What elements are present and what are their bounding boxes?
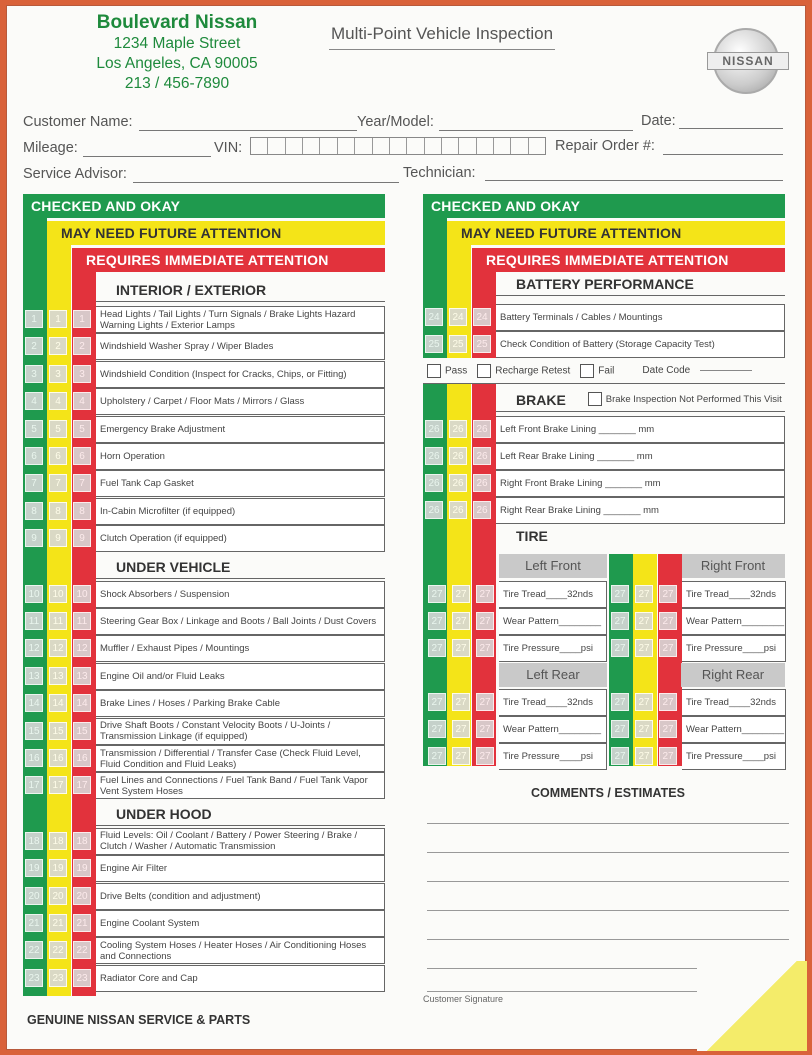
rating-boxes[interactable] xyxy=(25,776,91,794)
rating-checkbox[interactable]: 21 xyxy=(49,914,67,932)
inspection-item: Left Rear Brake Lining _______ mm xyxy=(496,443,785,470)
brake-header xyxy=(496,388,785,412)
rating-boxes[interactable] xyxy=(425,308,491,326)
fail-checkbox[interactable] xyxy=(580,364,594,378)
rating-checkbox[interactable]: 23 xyxy=(25,969,43,987)
tire-measurement: Tire Pressure____psi xyxy=(499,635,607,662)
rating-boxes[interactable] xyxy=(25,887,91,905)
rating-checkbox[interactable]: 27 xyxy=(428,720,446,738)
tire-position-header: Right Front xyxy=(681,554,785,578)
signature-label: Customer Signature xyxy=(423,994,504,1004)
rating-checkbox[interactable]: 26 xyxy=(425,501,443,519)
rating-checkbox[interactable]: 13 xyxy=(25,667,43,685)
tire-measurement: Tire Tread____32nds xyxy=(682,581,786,608)
rating-boxes[interactable] xyxy=(25,859,91,877)
rating-checkbox[interactable]: 10 xyxy=(49,585,67,603)
rating-boxes[interactable] xyxy=(25,310,91,328)
tire-position-header: Left Rear xyxy=(499,663,607,687)
rating-checkbox[interactable]: 13 xyxy=(49,667,67,685)
vin-label: VIN: xyxy=(214,140,243,156)
rating-boxes[interactable] xyxy=(425,447,491,465)
date-field[interactable] xyxy=(679,128,783,129)
rating-checkbox[interactable]: 19 xyxy=(73,859,91,877)
rating-checkbox[interactable]: 10 xyxy=(73,585,91,603)
legend-green-right: CHECKED AND OKAY xyxy=(423,194,785,218)
rating-checkbox[interactable]: 1 xyxy=(73,310,91,328)
rating-checkbox[interactable]: 3 xyxy=(25,365,43,383)
green-strip-right xyxy=(423,218,447,766)
mileage-field[interactable] xyxy=(83,156,211,157)
rating-checkbox[interactable]: 8 xyxy=(25,502,43,520)
tire-measurement: Wear Pattern________ xyxy=(682,716,786,743)
rating-checkbox[interactable]: 27 xyxy=(452,693,470,711)
inspection-form xyxy=(6,5,806,1050)
rating-checkbox[interactable]: 27 xyxy=(452,747,470,765)
rating-boxes[interactable] xyxy=(25,667,91,685)
rating-checkbox[interactable]: 15 xyxy=(73,722,91,740)
rating-checkbox[interactable]: 6 xyxy=(73,447,91,465)
retest-label: Recharge Retest xyxy=(495,365,571,377)
rating-checkbox[interactable]: 26 xyxy=(449,420,467,438)
rating-checkbox[interactable]: 8 xyxy=(73,502,91,520)
rating-checkbox[interactable]: 5 xyxy=(73,420,91,438)
rating-boxes[interactable] xyxy=(611,747,677,765)
rating-boxes[interactable] xyxy=(25,585,91,603)
rating-checkbox[interactable]: 27 xyxy=(659,585,677,603)
page-corner xyxy=(697,961,807,1051)
rating-boxes[interactable] xyxy=(25,529,91,547)
inspection-item: Windshield Condition (Inspect for Cracks, Chips, or Fitting) xyxy=(96,361,385,388)
rating-boxes[interactable] xyxy=(25,941,91,959)
battery-title: BATTERY PERFORMANCE xyxy=(496,272,785,296)
inspection-item: Battery Terminals / Cables / Mountings xyxy=(496,304,785,331)
rating-boxes[interactable] xyxy=(25,447,91,465)
rating-checkbox[interactable]: 2 xyxy=(25,337,43,355)
rating-checkbox[interactable]: 20 xyxy=(73,887,91,905)
rating-checkbox[interactable]: 14 xyxy=(25,694,43,712)
rating-checkbox[interactable]: 24 xyxy=(425,308,443,326)
rating-checkbox[interactable]: 6 xyxy=(49,447,67,465)
rating-checkbox[interactable]: 18 xyxy=(49,832,67,850)
rating-checkbox[interactable]: 12 xyxy=(49,639,67,657)
rating-checkbox[interactable]: 22 xyxy=(25,941,43,959)
tire-measurement: Tire Pressure____psi xyxy=(682,635,786,662)
rating-boxes[interactable] xyxy=(425,501,491,519)
inspection-item: Fuel Lines and Connections / Fuel Tank Band / Fuel Tank Vapor Vent System Hoses xyxy=(96,772,385,799)
inspection-item: Head Lights / Tail Lights / Turn Signals / Brake Lights Hazard Warning Lights / Exterior Lamps xyxy=(96,306,385,333)
rating-checkbox[interactable]: 27 xyxy=(611,612,629,630)
service-advisor-label: Service Advisor: xyxy=(23,166,127,182)
rating-checkbox[interactable]: 27 xyxy=(635,693,653,711)
rating-boxes[interactable] xyxy=(425,420,491,438)
rating-checkbox[interactable]: 17 xyxy=(49,776,67,794)
rating-boxes[interactable] xyxy=(25,832,91,850)
rating-checkbox[interactable]: 27 xyxy=(452,639,470,657)
rating-checkbox[interactable]: 8 xyxy=(49,502,67,520)
rating-boxes[interactable] xyxy=(25,969,91,987)
pass-label: Pass xyxy=(445,365,468,377)
tire-measurement: Wear Pattern________ xyxy=(682,608,786,635)
rating-checkbox[interactable]: 15 xyxy=(49,722,67,740)
rating-checkbox[interactable]: 20 xyxy=(49,887,67,905)
rating-boxes[interactable] xyxy=(611,612,677,630)
rating-checkbox[interactable]: 4 xyxy=(73,392,91,410)
fail-label: Fail xyxy=(598,365,615,377)
inspection-item: Radiator Core and Cap xyxy=(96,965,385,992)
rating-checkbox[interactable]: 2 xyxy=(49,337,67,355)
inspection-item: Left Front Brake Lining _______ mm xyxy=(496,416,785,443)
comments-title: COMMENTS / ESTIMATES xyxy=(531,786,685,800)
rating-checkbox[interactable]: 27 xyxy=(428,693,446,711)
fail-option[interactable] xyxy=(580,364,614,378)
rating-checkbox[interactable]: 27 xyxy=(476,612,494,630)
form-title: Multi-Point Vehicle Inspection xyxy=(329,24,555,50)
rating-boxes[interactable] xyxy=(25,694,91,712)
rating-boxes[interactable] xyxy=(428,747,494,765)
tire-measurement: Tire Pressure____psi xyxy=(499,743,607,770)
rating-boxes[interactable] xyxy=(25,474,91,492)
rating-checkbox[interactable]: 5 xyxy=(49,420,67,438)
customer-name-field[interactable] xyxy=(139,130,357,131)
rating-checkbox[interactable]: 26 xyxy=(449,447,467,465)
comment-line[interactable] xyxy=(427,852,789,853)
rating-checkbox[interactable]: 21 xyxy=(73,914,91,932)
rating-checkbox[interactable]: 12 xyxy=(73,639,91,657)
rating-checkbox[interactable]: 15 xyxy=(25,722,43,740)
rating-checkbox[interactable]: 7 xyxy=(25,474,43,492)
rating-checkbox[interactable]: 26 xyxy=(425,420,443,438)
rating-checkbox[interactable]: 23 xyxy=(73,969,91,987)
rating-checkbox[interactable]: 27 xyxy=(635,612,653,630)
rating-checkbox[interactable]: 27 xyxy=(611,747,629,765)
rating-checkbox[interactable]: 9 xyxy=(49,529,67,547)
signature-line[interactable] xyxy=(427,991,697,992)
customer-name-label: Customer Name: xyxy=(23,114,133,130)
rating-checkbox[interactable]: 27 xyxy=(428,639,446,657)
rating-checkbox[interactable]: 27 xyxy=(452,612,470,630)
year-model-label: Year/Model: xyxy=(357,114,434,130)
inspection-item: Engine Coolant System xyxy=(96,910,385,937)
rating-boxes[interactable] xyxy=(25,749,91,767)
date-code-field[interactable] xyxy=(700,370,752,371)
dealer-street: 1234 Maple Street xyxy=(113,35,241,52)
rating-boxes[interactable] xyxy=(25,612,91,630)
rating-checkbox[interactable]: 16 xyxy=(49,749,67,767)
tire-position-header: Right Rear xyxy=(681,663,785,687)
rating-checkbox[interactable]: 23 xyxy=(49,969,67,987)
inspection-item: Transmission / Differential / Transfer Case (Check Fluid Level, Fluid Condition and Fluid Leaks) xyxy=(96,745,385,772)
inspection-item: Right Rear Brake Lining _______ mm xyxy=(496,497,785,524)
rating-checkbox[interactable]: 16 xyxy=(25,749,43,767)
rating-checkbox[interactable]: 25 xyxy=(425,335,443,353)
inspection-item: Steering Gear Box / Linkage and Boots / Ball Joints / Dust Covers xyxy=(96,608,385,635)
rating-checkbox[interactable]: 24 xyxy=(473,308,491,326)
rating-boxes[interactable] xyxy=(611,639,677,657)
rating-boxes[interactable] xyxy=(611,585,677,603)
rating-checkbox[interactable]: 9 xyxy=(25,529,43,547)
tire-measurement: Tire Pressure____psi xyxy=(682,743,786,770)
inspection-item: Brake Lines / Hoses / Parking Brake Cable xyxy=(96,690,385,717)
rating-checkbox[interactable]: 2 xyxy=(73,337,91,355)
rating-checkbox[interactable]: 3 xyxy=(73,365,91,383)
repair-order-field[interactable] xyxy=(663,154,783,155)
rating-checkbox[interactable]: 21 xyxy=(25,914,43,932)
nissan-logo xyxy=(713,28,779,94)
comment-line[interactable] xyxy=(427,881,789,882)
rating-checkbox[interactable]: 22 xyxy=(49,941,67,959)
legend-red-left: REQUIRES IMMEDIATE ATTENTION xyxy=(72,248,385,272)
rating-checkbox[interactable]: 27 xyxy=(428,612,446,630)
rating-checkbox[interactable]: 27 xyxy=(659,693,677,711)
year-model-field[interactable] xyxy=(439,130,633,131)
technician-label: Technician: xyxy=(403,165,476,181)
inspection-item: Muffler / Exhaust Pipes / Mountings xyxy=(96,635,385,662)
tire-measurement: Tire Tread____32nds xyxy=(682,689,786,716)
legend-green-left: CHECKED AND OKAY xyxy=(23,194,385,218)
date-label: Date: xyxy=(641,113,676,129)
rating-boxes[interactable] xyxy=(428,693,494,711)
rating-checkbox[interactable]: 18 xyxy=(73,832,91,850)
rating-checkbox[interactable]: 22 xyxy=(73,941,91,959)
rating-checkbox[interactable]: 26 xyxy=(425,447,443,465)
inspection-item: Engine Oil and/or Fluid Leaks xyxy=(96,663,385,690)
rating-checkbox[interactable]: 12 xyxy=(25,639,43,657)
rating-checkbox[interactable]: 25 xyxy=(449,335,467,353)
green-strip-left xyxy=(23,218,47,996)
rating-checkbox[interactable]: 11 xyxy=(73,612,91,630)
legend-red-right: REQUIRES IMMEDIATE ATTENTION xyxy=(472,248,785,272)
date-code-label: Date Code xyxy=(642,365,691,376)
rating-checkbox[interactable]: 20 xyxy=(25,887,43,905)
inspection-item: Upholstery / Carpet / Floor Mats / Mirrors / Glass xyxy=(96,388,385,415)
under-vehicle-title: UNDER VEHICLE xyxy=(96,555,385,579)
rating-checkbox[interactable]: 9 xyxy=(73,529,91,547)
rating-checkbox[interactable]: 14 xyxy=(73,694,91,712)
rating-checkbox[interactable]: 27 xyxy=(659,612,677,630)
rating-checkbox[interactable]: 27 xyxy=(428,585,446,603)
tire-measurement: Wear Pattern________ xyxy=(499,716,607,743)
rating-checkbox[interactable]: 27 xyxy=(611,639,629,657)
rating-checkbox[interactable]: 7 xyxy=(73,474,91,492)
rating-checkbox[interactable]: 4 xyxy=(49,392,67,410)
rating-checkbox[interactable]: 27 xyxy=(476,639,494,657)
rating-checkbox[interactable]: 27 xyxy=(635,639,653,657)
rating-checkbox[interactable]: 11 xyxy=(49,612,67,630)
rating-checkbox[interactable]: 27 xyxy=(635,585,653,603)
rating-checkbox[interactable]: 1 xyxy=(49,310,67,328)
inspection-item: Right Front Brake Lining _______ mm xyxy=(496,470,785,497)
rating-boxes[interactable] xyxy=(428,612,494,630)
tire-measurement: Tire Tread____32nds xyxy=(499,689,607,716)
rating-checkbox[interactable]: 3 xyxy=(49,365,67,383)
rating-checkbox[interactable]: 4 xyxy=(25,392,43,410)
technician-field[interactable] xyxy=(485,180,783,181)
rating-checkbox[interactable]: 27 xyxy=(659,639,677,657)
inspection-item: Cooling System Hoses / Heater Hoses / Air Conditioning Hoses and Connections xyxy=(96,937,385,964)
rating-checkbox[interactable]: 5 xyxy=(25,420,43,438)
inspection-item: Fluid Levels: Oil / Coolant / Battery / Power Steering / Brake / Clutch / Washer / Automatic Transmission xyxy=(96,828,385,855)
mileage-label: Mileage: xyxy=(23,140,78,156)
rating-checkbox[interactable]: 26 xyxy=(449,501,467,519)
rating-checkbox[interactable]: 26 xyxy=(449,474,467,492)
rating-boxes[interactable] xyxy=(611,693,677,711)
rating-checkbox[interactable]: 17 xyxy=(25,776,43,794)
repair-order-label: Repair Order #: xyxy=(555,138,655,154)
brake-note-label: Brake Inspection Not Performed This Visit xyxy=(605,393,782,405)
comment-line[interactable] xyxy=(427,910,789,911)
rating-checkbox[interactable]: 10 xyxy=(25,585,43,603)
rating-checkbox[interactable]: 27 xyxy=(452,720,470,738)
rating-checkbox[interactable]: 25 xyxy=(473,335,491,353)
tire-measurement: Wear Pattern________ xyxy=(499,608,607,635)
rating-checkbox[interactable]: 19 xyxy=(49,859,67,877)
rating-checkbox[interactable]: 14 xyxy=(49,694,67,712)
inspection-item: Drive Shaft Boots / Constant Velocity Boots / U-Joints / Transmission Linkage (if equipped) xyxy=(96,718,385,745)
inspection-item: Horn Operation xyxy=(96,443,385,470)
rating-boxes[interactable] xyxy=(25,392,91,410)
tire-title: TIRE xyxy=(496,524,785,548)
logo-text: NISSAN xyxy=(707,52,789,70)
inspection-item: Check Condition of Battery (Storage Capacity Test) xyxy=(496,331,785,358)
inspection-item: In-Cabin Microfilter (if equipped) xyxy=(96,498,385,525)
rating-checkbox[interactable]: 11 xyxy=(25,612,43,630)
rating-checkbox[interactable]: 16 xyxy=(73,749,91,767)
rating-boxes[interactable] xyxy=(25,639,91,657)
rating-checkbox[interactable]: 6 xyxy=(25,447,43,465)
rating-checkbox[interactable]: 13 xyxy=(73,667,91,685)
rating-checkbox[interactable]: 26 xyxy=(425,474,443,492)
legend-yellow-right: MAY NEED FUTURE ATTENTION xyxy=(447,221,785,245)
brake-not-performed-checkbox[interactable] xyxy=(588,392,602,406)
rating-checkbox[interactable]: 17 xyxy=(73,776,91,794)
dealer-info xyxy=(67,12,287,94)
inspection-item: Fuel Tank Cap Gasket xyxy=(96,470,385,497)
rating-boxes[interactable] xyxy=(428,585,494,603)
rating-checkbox[interactable]: 27 xyxy=(476,747,494,765)
service-advisor-field[interactable] xyxy=(133,182,399,183)
rating-checkbox[interactable]: 27 xyxy=(476,720,494,738)
inspection-item: Drive Belts (condition and adjustment) xyxy=(96,883,385,910)
rating-boxes[interactable] xyxy=(25,365,91,383)
inspection-item: Clutch Operation (if equipped) xyxy=(96,525,385,552)
rating-boxes[interactable] xyxy=(25,420,91,438)
rating-checkbox[interactable]: 7 xyxy=(49,474,67,492)
rating-checkbox[interactable]: 19 xyxy=(25,859,43,877)
rating-checkbox[interactable]: 27 xyxy=(635,747,653,765)
rating-checkbox[interactable]: 27 xyxy=(476,693,494,711)
inspection-item: Engine Air Filter xyxy=(96,855,385,882)
retest-checkbox[interactable] xyxy=(477,364,491,378)
under-hood-title: UNDER HOOD xyxy=(96,802,385,826)
vin-field[interactable] xyxy=(250,137,546,155)
rating-checkbox[interactable]: 24 xyxy=(449,308,467,326)
rating-checkbox[interactable]: 26 xyxy=(473,420,491,438)
dealer-phone: 213 / 456-7890 xyxy=(124,75,230,92)
inspection-item: Shock Absorbers / Suspension xyxy=(96,581,385,608)
pass-option[interactable] xyxy=(427,364,467,378)
rating-boxes[interactable] xyxy=(25,914,91,932)
pass-checkbox[interactable] xyxy=(427,364,441,378)
dealer-city: Los Angeles, CA 90005 xyxy=(96,55,258,72)
inspection-item: Windshield Washer Spray / Wiper Blades xyxy=(96,333,385,360)
rating-checkbox[interactable]: 1 xyxy=(25,310,43,328)
legend-yellow-left: MAY NEED FUTURE ATTENTION xyxy=(47,221,385,245)
rating-checkbox[interactable]: 27 xyxy=(635,720,653,738)
tire-measurement: Tire Tread____32nds xyxy=(499,581,607,608)
rating-checkbox[interactable]: 26 xyxy=(473,501,491,519)
rating-checkbox[interactable]: 27 xyxy=(611,693,629,711)
comment-line[interactable] xyxy=(427,823,789,824)
rating-checkbox[interactable]: 27 xyxy=(452,585,470,603)
footer-text: GENUINE NISSAN SERVICE & PARTS xyxy=(27,1013,251,1027)
rating-checkbox[interactable]: 27 xyxy=(476,585,494,603)
inspection-item: Emergency Brake Adjustment xyxy=(96,416,385,443)
comment-line[interactable] xyxy=(427,939,789,940)
rating-boxes[interactable] xyxy=(428,720,494,738)
rating-boxes[interactable] xyxy=(25,502,91,520)
rating-boxes[interactable] xyxy=(425,474,491,492)
rating-boxes[interactable] xyxy=(25,722,91,740)
tire-position-header: Left Front xyxy=(499,554,607,578)
brake-title: BRAKE xyxy=(516,391,566,408)
rating-checkbox[interactable]: 27 xyxy=(428,747,446,765)
rating-checkbox[interactable]: 27 xyxy=(611,585,629,603)
rating-boxes[interactable] xyxy=(425,335,491,353)
battery-options xyxy=(423,358,785,384)
brake-note xyxy=(588,388,782,412)
rating-checkbox[interactable]: 26 xyxy=(473,474,491,492)
retest-option[interactable] xyxy=(477,364,570,378)
rating-boxes[interactable] xyxy=(428,639,494,657)
interior-title: INTERIOR / EXTERIOR xyxy=(96,278,385,302)
rating-checkbox[interactable]: 27 xyxy=(611,720,629,738)
rating-checkbox[interactable]: 26 xyxy=(473,447,491,465)
rating-checkbox[interactable]: 27 xyxy=(659,720,677,738)
rating-checkbox[interactable]: 27 xyxy=(659,747,677,765)
rating-boxes[interactable] xyxy=(611,720,677,738)
dealer-name: Boulevard Nissan xyxy=(96,12,258,33)
rating-checkbox[interactable]: 18 xyxy=(25,832,43,850)
rating-boxes[interactable] xyxy=(25,337,91,355)
